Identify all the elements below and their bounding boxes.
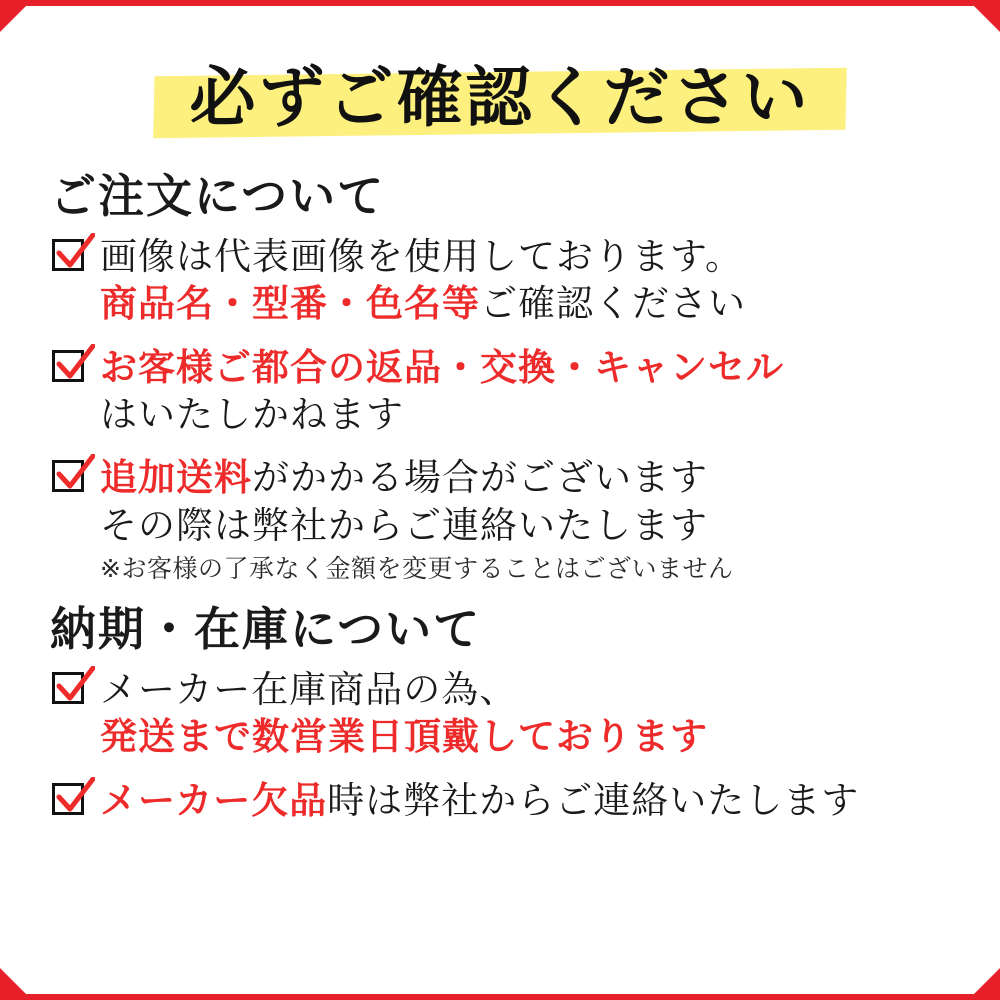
page-title: 必ずご確認ください (189, 59, 811, 136)
section-title-orders: ご注文について (50, 169, 386, 223)
text-line: お客様ご都合の返品・交換・キャンセル (100, 345, 784, 389)
list-item-text (100, 344, 956, 439)
corner-decoration-bottom-left (0, 968, 26, 994)
text-line-mixed (100, 280, 956, 327)
list-item-text (100, 233, 956, 328)
list-item (52, 454, 956, 585)
list-item (52, 777, 956, 824)
corner-decoration-top-right (974, 6, 1000, 32)
list-item-text (100, 454, 956, 585)
text-line-mixed (100, 777, 956, 824)
checkbox-checked-icon (52, 783, 90, 821)
checkbox-checked-icon (52, 350, 90, 388)
section-title-delivery-stock: 納期・在庫について (50, 602, 482, 657)
text-plain: ご確認ください (480, 282, 746, 326)
list-item-text (100, 777, 956, 824)
headline-banner (44, 46, 956, 150)
checkbox-checked-icon (52, 672, 90, 710)
text-line-mixed (100, 454, 956, 501)
checkbox-checked-icon (52, 460, 90, 498)
text-plain: がかかる場合がございます (252, 456, 708, 500)
text-emphasis: メーカー欠品 (100, 778, 328, 822)
text-note: ※お客様の了承なく金額を変更することはございません (100, 554, 734, 584)
text-emphasis: 追加送料 (100, 456, 252, 500)
text-line: 画像は代表画像を使用しております。 (100, 234, 744, 278)
checkbox-checked-icon (52, 239, 90, 277)
text-emphasis: 商品名・型番・色名等 (100, 282, 480, 326)
text-line: メーカー在庫商品の為、 (100, 667, 518, 711)
text-plain: 時は弊社からご連絡いたします (327, 778, 860, 822)
text-line: 発送まで数営業日頂戴しております (100, 715, 708, 759)
text-line: その際は弊社からご連絡いたします (100, 503, 708, 547)
list-item (52, 666, 956, 761)
corner-decoration-top-left (0, 6, 26, 32)
text-line: はいたしかねます (100, 392, 404, 436)
notice-content (0, 12, 1000, 988)
corner-decoration-bottom-right (974, 968, 1000, 994)
list-item (52, 233, 956, 328)
list-item-text (100, 666, 956, 761)
list-item (52, 344, 956, 439)
